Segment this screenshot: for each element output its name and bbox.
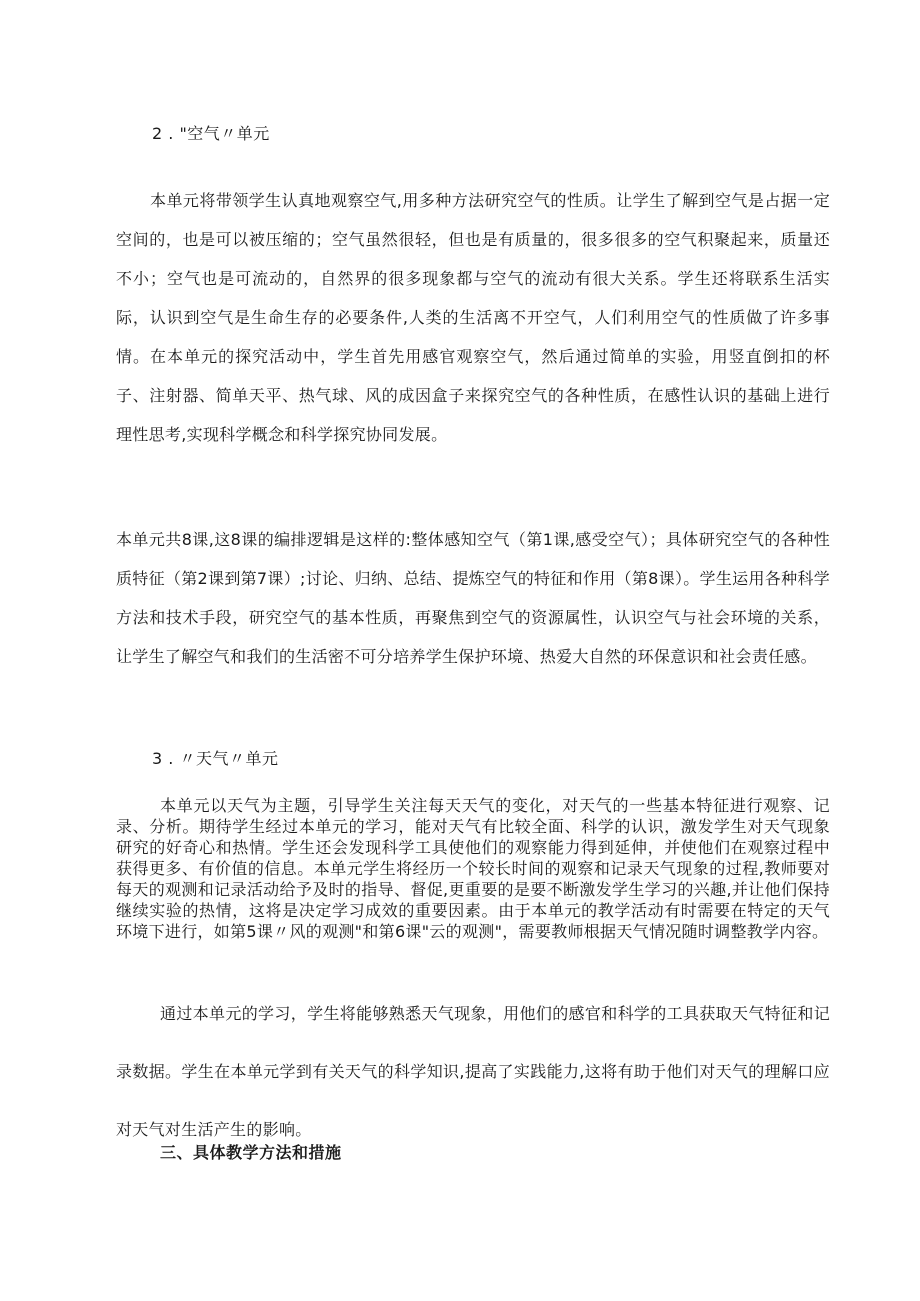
weather-paragraph-intro: 本单元以天气为主题，引导学生关注每天天气的变化，对天气的一些基本特征进行观察、记录、分析。期待学生经过本单元的学习，能对天气有比较全面、科学的认识，激发学生对天气现象研究的好奇心和热情。学生还会发现科学工具使他们的观察能力得到延伸，并使他们在观察过程中获得更多、有价值的信息。本单元学生将经历一个较长时间的观察和记录天气现象的过程,教师要对每天的观测和记录活动给予及时的指导、督促,更重要的是要不断激发学生学习的兴趣,并让他们保持继续实验的热情，这将是决定学习成效的重要因素。由于本单元的教学活动有时需要在特定的天气环境下进行，如第5课〃风的观测"和第6课"云的观测"，需要教师根据天气情况随时调整教学内容。 (116, 796, 830, 941)
weather-paragraph-summary: 通过本单元的学习，学生将能够熟悉天气现象，用他们的感官和科学的工具获取天气特征和记录数据。学生在本单元学到有关天气的科学知识,提高了实践能力,这将有助于他们对天气的理解口应对天气对生活产生的影响。 (116, 1004, 830, 1139)
section-heading-air: 2 . "空气〃单元 (152, 124, 270, 143)
air-paragraph-structure: 本单元共8课,这8课的编排逻辑是这样的:整体感知空气（第1课,感受空气）；具体研究空气的各种性质特征（第2课到第7课）;讨论、归纳、总结、提炼空气的特征和作用（第8课）。学生运用各种科学方法和技术手段，研究空气的基本性质，再聚焦到空气的资源属性，认识空气与社会环境的关系，让学生了解空气和我们的生活密不可分培养学生保护环境、热爱大自然的环保意识和社会责任感。 (116, 530, 830, 666)
section-heading-methods: 三、具体教学方法和措施 (160, 1143, 342, 1162)
section-heading-weather: 3 . 〃天气〃单元 (152, 749, 279, 768)
air-paragraph-intro: 本单元将带领学生认真地观察空气,用多种方法研究空气的性质。让学生了解到空气是占据一定空间的，也是可以被压缩的；空气虽然很轻，但也是有质量的，很多很多的空气积聚起来，质量还不小；空气也是可流动的，自然界的很多现象都与空气的流动有很大关系。学生还将联系生活实际，认识到空气是生命生存的必要条件,人类的生活离不开空气，人们利用空气的性质做了许多事情。在本单元的探究活动中，学生首先用感官观察空气，然后通过简单的实验，用竖直倒扣的杯子、注射器、简单天平、热气球、风的成因盒子来探究空气的各种性质，在感性认识的基础上进行理性思考,实现科学概念和科学探究协同发展。 (116, 191, 830, 444)
